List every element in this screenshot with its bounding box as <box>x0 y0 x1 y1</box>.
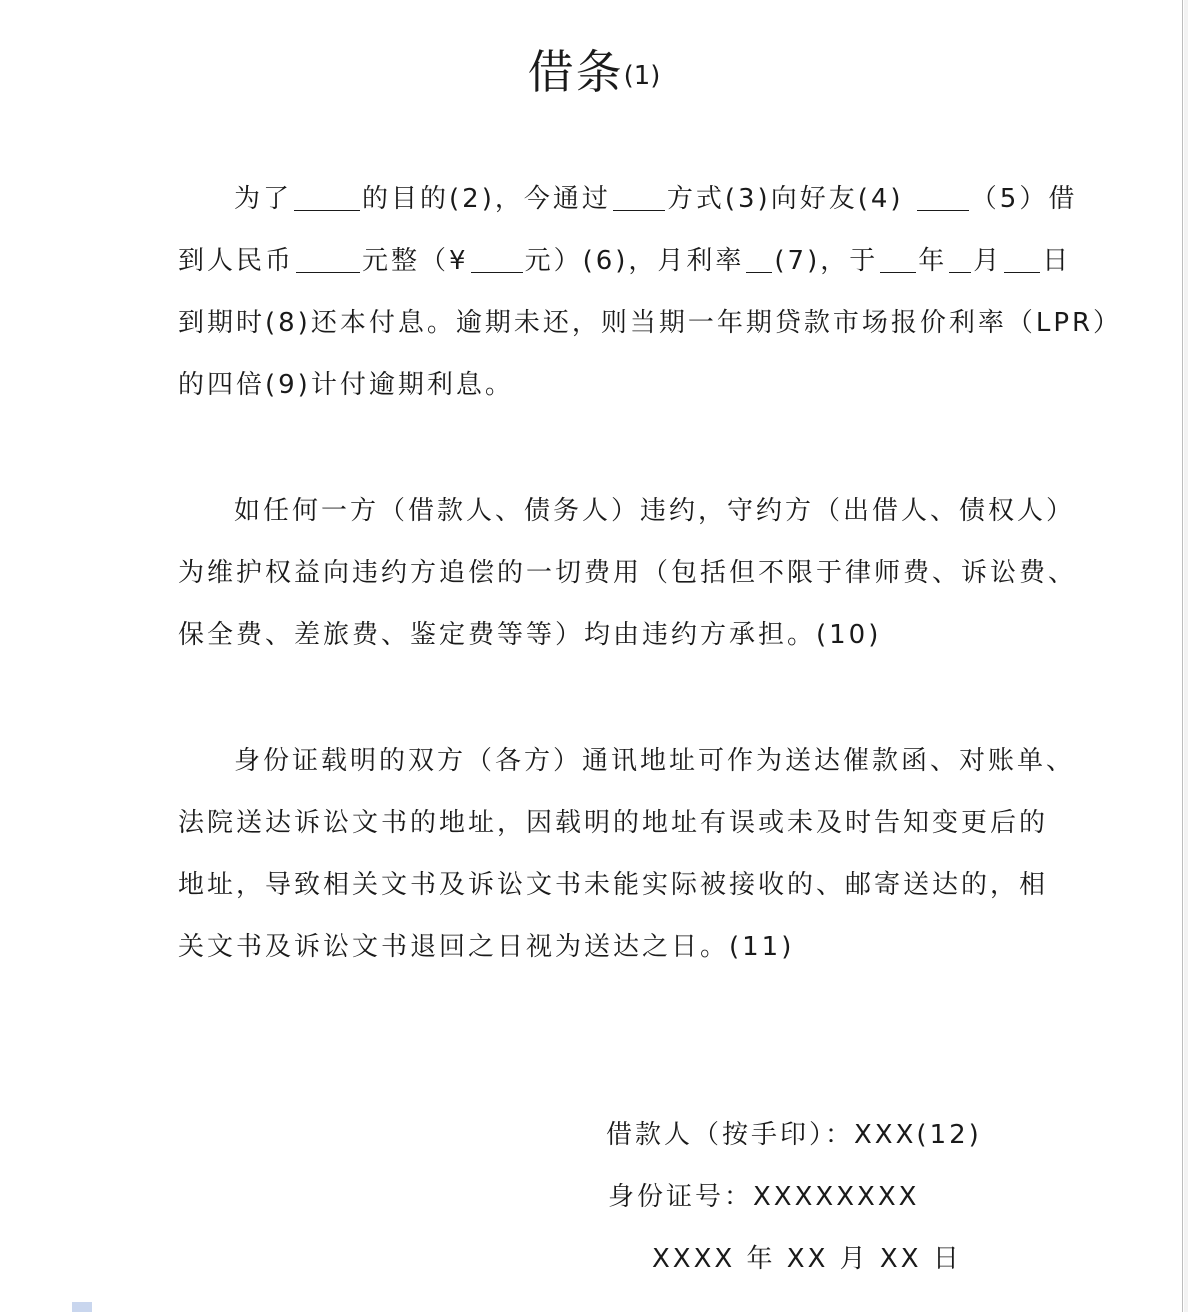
paragraph-line <box>178 480 1076 542</box>
lender-name-blank[interactable] <box>917 184 969 211</box>
paragraph-line <box>178 168 1078 230</box>
year-blank[interactable] <box>880 246 916 273</box>
day-blank[interactable] <box>1004 246 1040 273</box>
text-segment: 日 <box>1042 246 1072 276</box>
title-footnote: (1) <box>623 61 661 91</box>
amount-number-blank[interactable] <box>471 246 523 273</box>
text-segment: 的目的(2)，今通过 <box>362 184 611 214</box>
document-title <box>0 42 1188 106</box>
breach-costs-paragraph <box>178 480 1078 666</box>
borrower-signature-line: 借款人（按手印）：XXX(12) <box>606 1120 982 1150</box>
text-segment: 元）(6)，月利率 <box>524 246 745 276</box>
page-corner-marker <box>72 1302 92 1312</box>
text-segment: 月 <box>973 246 1003 276</box>
amount-words-blank[interactable] <box>296 246 360 273</box>
interest-rate-blank[interactable] <box>746 246 772 273</box>
paragraph-line <box>178 230 1072 292</box>
text-segment: 为了 <box>234 184 293 214</box>
paragraph-line: 法院送达诉讼文书的地址，因载明的地址有误或未及时告知变更后的 <box>178 808 1049 838</box>
loan-terms-paragraph <box>178 168 1123 416</box>
purpose-blank[interactable] <box>294 184 360 211</box>
paragraph-line: 到期时(8)还本付息。逾期未还，则当期一年期贷款市场报价利率（LPR） <box>178 308 1123 338</box>
method-blank[interactable] <box>613 184 665 211</box>
text-segment: 到人民币 <box>178 246 295 276</box>
page-right-edge <box>1182 0 1183 1312</box>
paragraph-line: 的四倍(9)计付逾期利息。 <box>178 370 514 400</box>
service-address-paragraph <box>178 730 1076 978</box>
text-segment: 年 <box>918 246 948 276</box>
text-segment: （5）借 <box>970 184 1078 214</box>
text-segment: 方式(3)向好友(4) <box>666 184 904 214</box>
month-blank[interactable] <box>949 246 971 273</box>
paragraph-line <box>178 730 1076 792</box>
paragraph-line: 保全费、差旅费、鉴定费等等）均由违约方承担。(10) <box>178 620 882 650</box>
id-number-line: 身份证号：XXXXXXXX <box>608 1182 920 1212</box>
paragraph-line: 地址，导致相关文书及诉讼文书未能实际被接收的、邮寄送达的，相 <box>178 870 1049 900</box>
page-scroll-gutter <box>1184 0 1188 1312</box>
title-text: 借条 <box>527 45 624 99</box>
text-segment: 如任何一方（借款人、债务人）违约，守约方（出借人、债权人） <box>234 496 1076 526</box>
text-segment: 身份证载明的双方（各方）通讯地址可作为送达催款函、对账单、 <box>234 746 1076 776</box>
text-segment: (7)，于 <box>774 246 879 276</box>
paragraph-line: 为维护权益向违约方追偿的一切费用（包括但不限于律师费、诉讼费、 <box>178 558 1078 588</box>
date-line: XXXX 年 XX 月 XX 日 <box>652 1244 962 1274</box>
text-segment: 元整（¥ <box>362 246 469 276</box>
paragraph-line: 关文书及诉讼文书退回之日视为送达之日。(11) <box>178 932 795 962</box>
